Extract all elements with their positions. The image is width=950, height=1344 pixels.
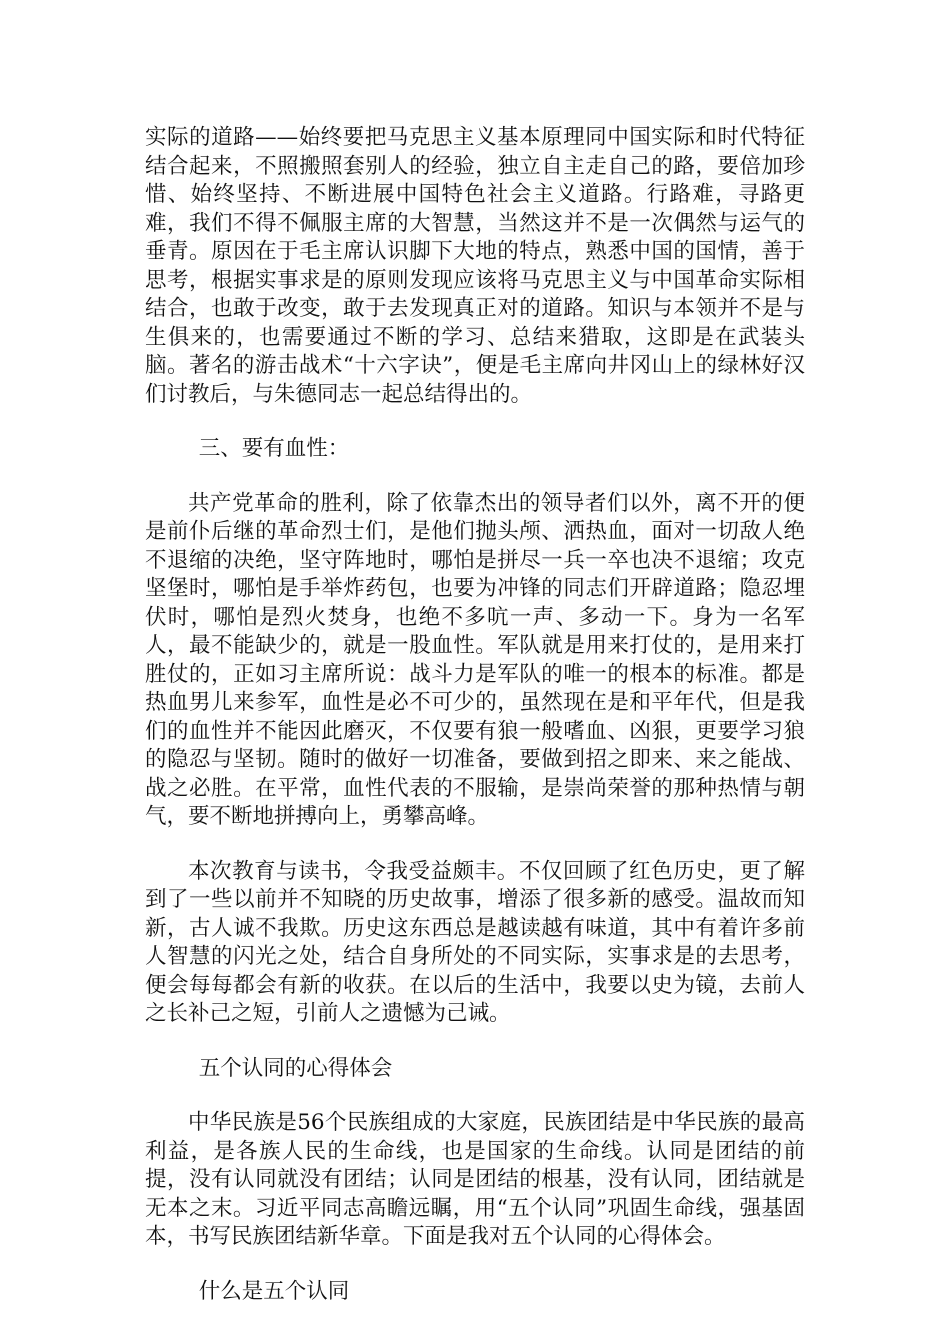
section-heading-bloodedness: 三、要有血性： [198,436,350,461]
paragraph-bloodedness: 共产党革命的胜利，除了依靠杰出的领导者们以外，离不开的便是前仆后继的革命烈士们，是他们抛头颅、洒热血，面对一切敌人绝不退缩的决绝，坚守阵地时，哪怕是拼尽一兵一卒也决不退缩；攻克坚堡时，哪怕是手举炸药包，也要为冲锋的同志们开辟道路；隐忍埋伏时，哪怕是烈火焚身，也绝不多吭一声、多动一下。身为一名军人，最不能缺少的，就是一股血性。军队就是用来打仗的，是用来打胜仗的，正如习主席所说：战斗力是军队的唯一的根本的标准。都是热血男儿来参军，血性是必不可少的，虽然现在是和平年代，但是我们的血性并不能因此磨灭，不仅要有狼一般嗜血、凶狠，更要学习狼的隐忍与坚韧。随时的做好一切准备，要做到招之即来、来之能战、战之必胜。在平常，血性代表的不服输，是崇尚荣誉的那种热情与朝气，要不断地拼搏向上，勇攀高峰。 [145,490,805,829]
section-heading-five-identities-essay: 五个认同的心得体会 [198,1055,393,1081]
paragraph-national-unity: 中华民族是56个民族组成的大家庭，民族团结是中华民族的最高利益，是各族人民的生命线，也是国家的生命线。认同是团结的前提，没有认同就没有团结；认同是团结的根基，没有认同，团结就是无本之末。习近平同志高瞻远瞩，用“五个认同”巩固生命线，强基固本，书写民族团结新华章。下面是我对五个认同的心得体会。 [145,1110,805,1249]
section-heading-what-is-five-identities: 什么是五个认同 [198,1278,350,1304]
document-page [145,124,805,1332]
paragraph-reflection: 本次教育与读书，令我受益颇丰。不仅回顾了红色历史，更了解到了一些以前并不知晓的历史故事，增添了很多新的感受。温故而知新，古人诚不我欺。历史这东西总是越读越有味道，其中有着许多前人智慧的闪光之处，结合自身所处的不同实际，实事求是的去思考，便会每每都会有新的收获。在以后的生活中，我要以史为镜，去前人之长补己之短，引前人之遗憾为己诫。 [145,858,805,1026]
paragraph-revolution-road: 实际的道路——始终要把马克思主义基本原理同中国实际和时代特征结合起来，不照搬照套别人的经验，独立自主走自己的路，要倍加珍惜、始终坚持、不断进展中国特色社会主义道路。行路难，寻路更难，我们不得不佩服主席的大智慧，当然这并不是一次偶然与运气的垂青。原因在于毛主席认识脚下大地的特点，熟悉中国的国情，善于思考，根据实事求是的原则发现应该将马克思主义与中国革命实际相结合，也敢于改变，敢于去发现真正对的道路。知识与本领并不是与生俱来的，也需要通过不断的学习、总结来猎取，这即是在武装头脑。著名的游击战术“十六字诀”，便是毛主席向井冈山上的绿林好汉们讨教后，与朱德同志一起总结得出的。 [145,125,805,407]
